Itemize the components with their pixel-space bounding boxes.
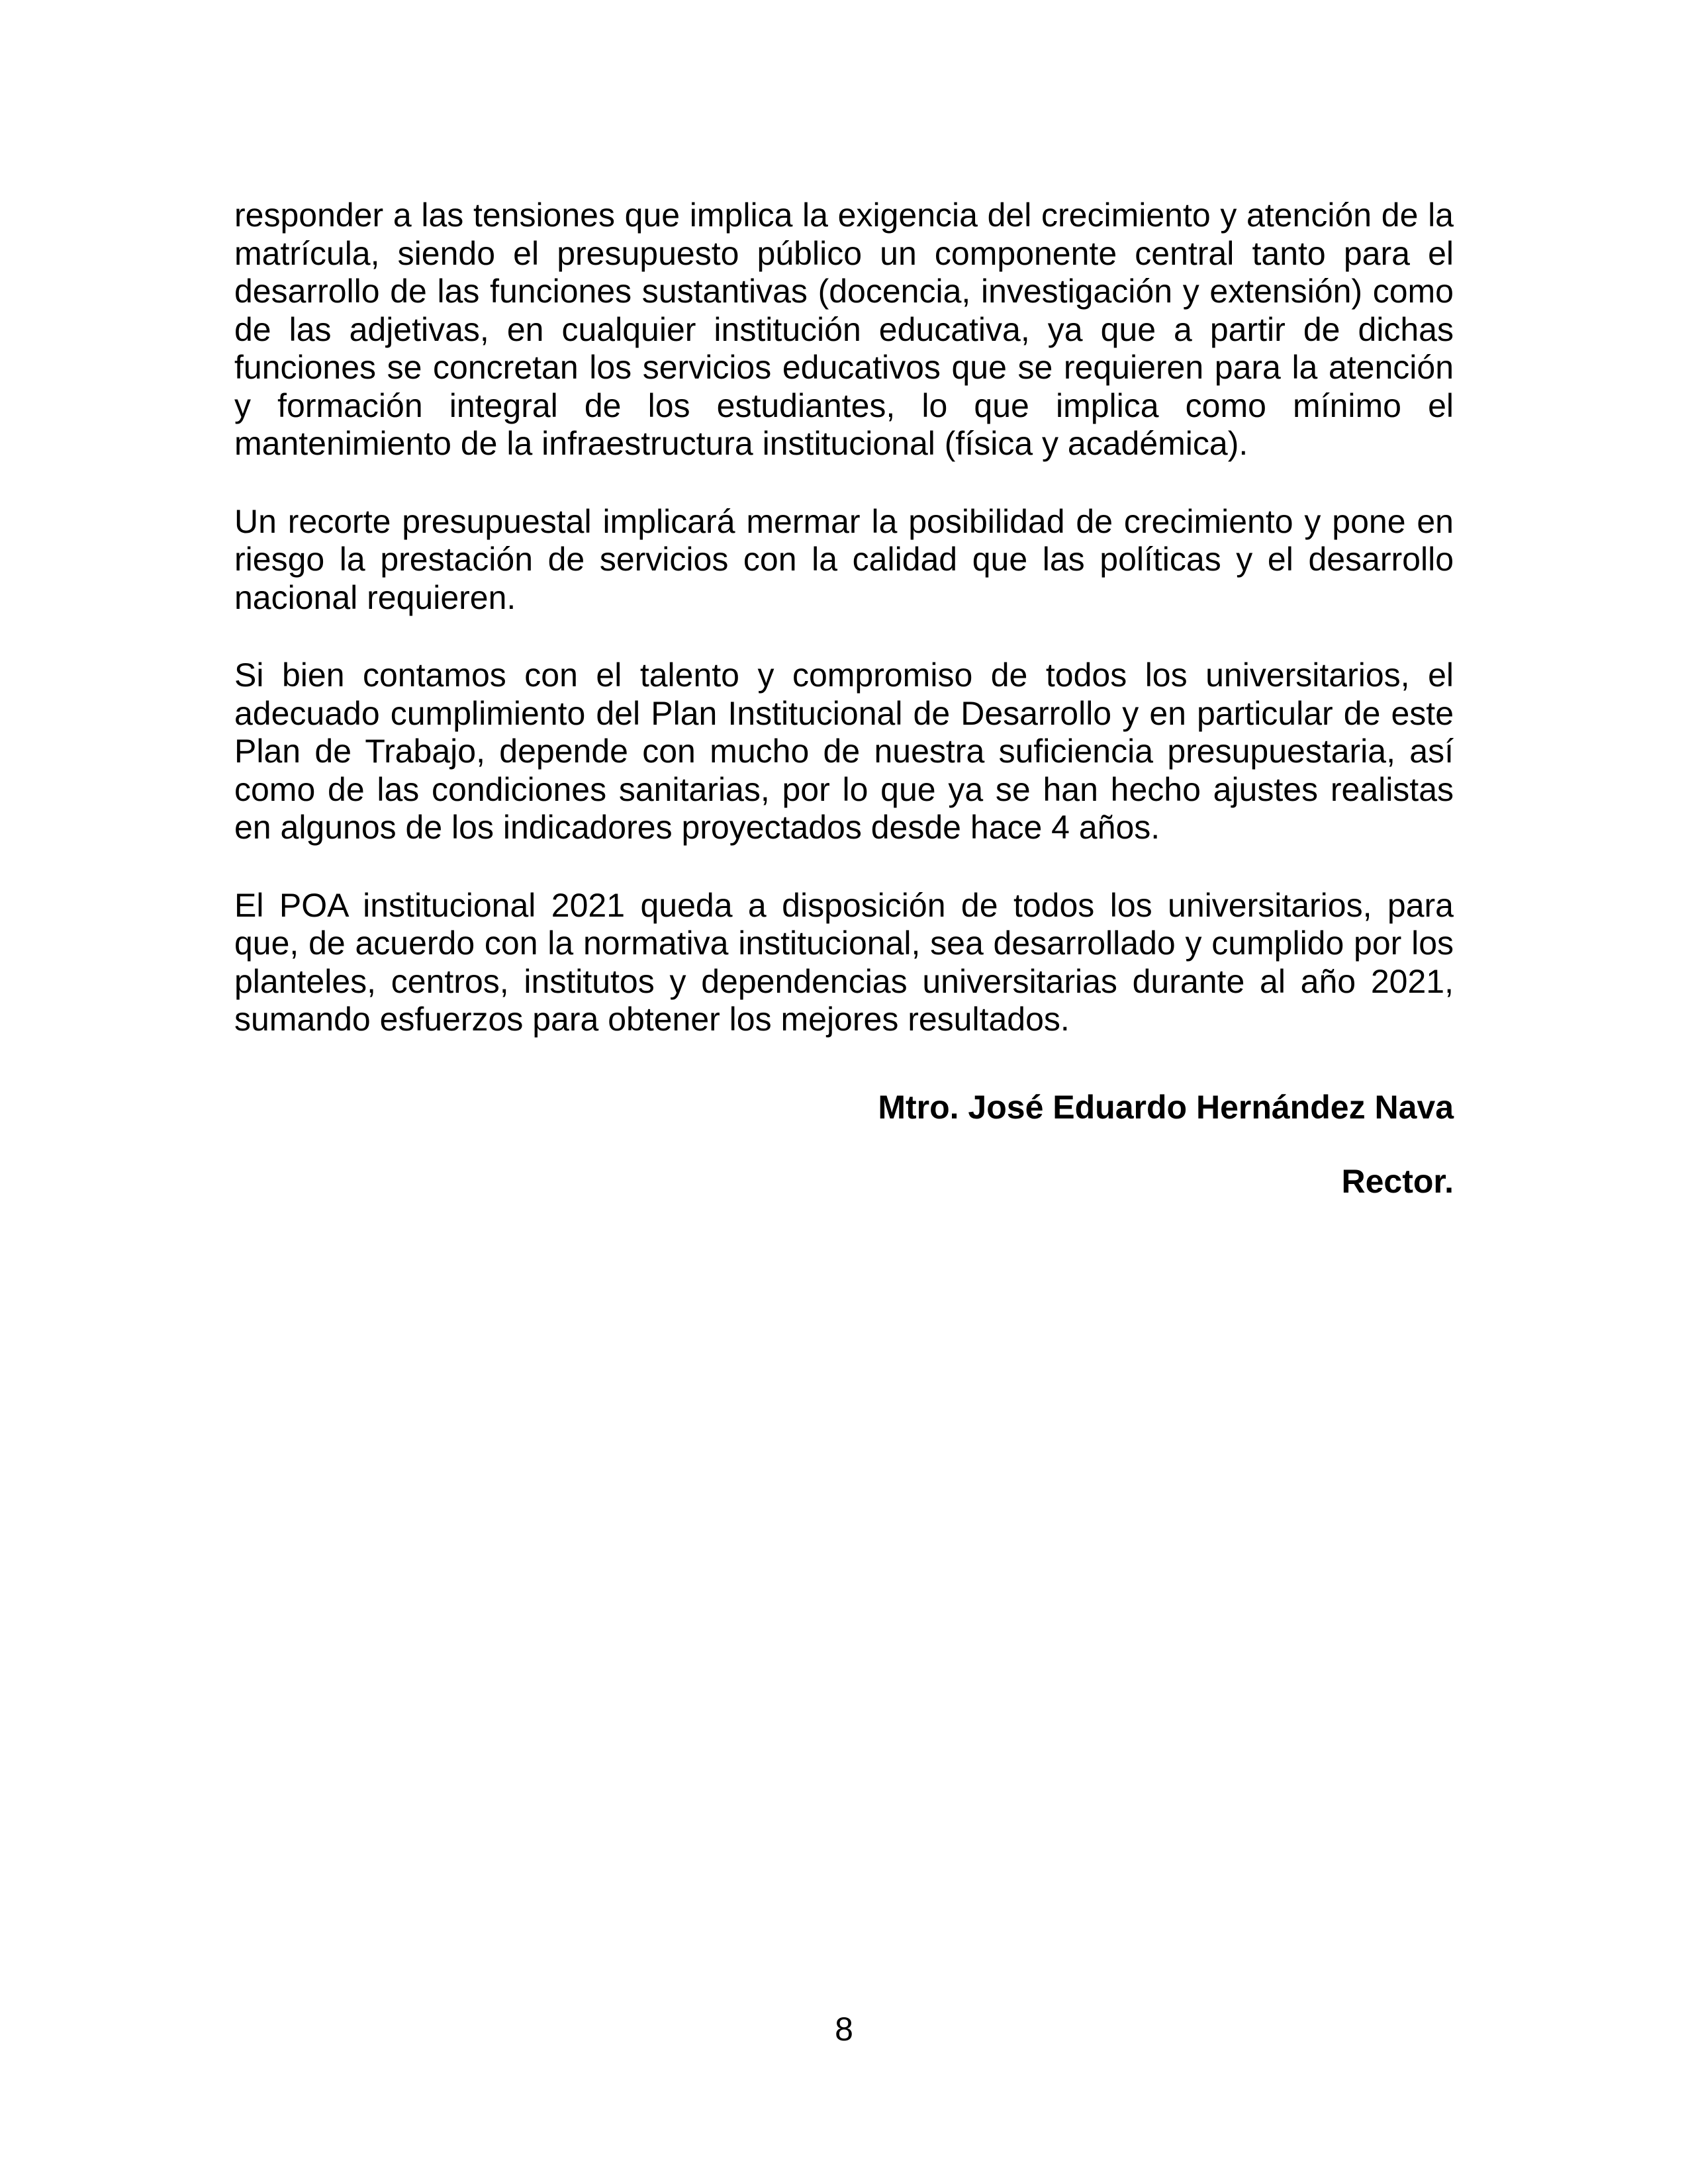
paragraph-talent-commitment: Si bien contamos con el talento y compromiso de todos los universitarios, el adecuado cumplimiento del Plan Institucional de Desarrollo y en particular de este Plan de Trabajo, depende con mucho de nuestra suficiencia presupuestaria, así como de las condiciones sanitarias, por lo que ya se han hecho ajustes realistas en algunos de los indicadores proyectados desde hace 4 años. <box>234 657 1454 846</box>
signature-name: Mtro. José Eduardo Hernández Nava <box>878 1088 1454 1126</box>
page-number: 8 <box>835 2011 853 2048</box>
page-content <box>234 197 1454 1201</box>
paragraph-poa-2021: El POA institucional 2021 queda a disposición de todos los universitarios, para que, de acuerdo con la normativa institucional, sea desarrollado y cumplido por los planteles, centros, institutos y dependencias universitarias durante al año 2021, sumando esfuerzos para obtener los mejores resultados. <box>234 886 1454 1038</box>
paragraph-budget-tensions: responder a las tensiones que implica la exigencia del crecimiento y atención de la matrícula, siendo el presupuesto público un componente central tanto para el desarrollo de las funciones sustantivas (docencia, investigación y extensión) como de las adjetivas, en cualquier institución educativa, ya que a partir de dichas funciones se concretan los servicios educativos que se requieren para la atención y formación integral de los estudiantes, lo que implica como mínimo el mantenimiento de la infraestructura institucional (física y académica). <box>234 197 1454 462</box>
paragraph-budget-cut: Un recorte presupuestal implicará mermar la posibilidad de crecimiento y pone en riesgo la prestación de servicios con la calidad que las políticas y el desarrollo nacional requieren. <box>234 502 1454 616</box>
signature-title: Rector. <box>1341 1163 1454 1200</box>
